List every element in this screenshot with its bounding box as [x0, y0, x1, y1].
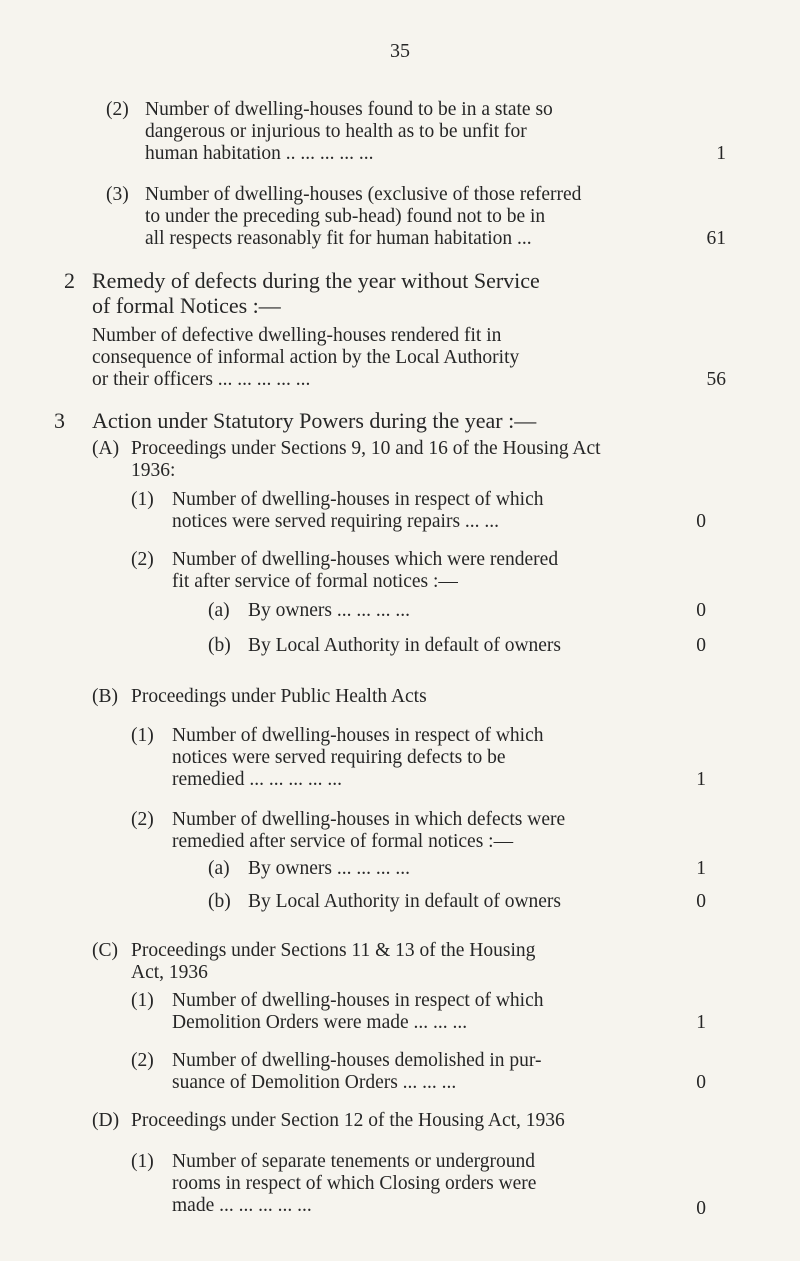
sub-item-label: (a) — [208, 600, 230, 621]
subsection-label: (C) — [92, 940, 118, 961]
s1-item2-text: Number of dwelling-houses found to be in a state so dangerous or injurious to health as to be unfit for human habitation .. ... ... ... ... — [145, 99, 553, 164]
section-heading: Action under Statutory Powers during the year :— — [92, 408, 537, 433]
b-item2a-value: 1 — [696, 858, 706, 879]
s2-value: 56 — [706, 369, 726, 390]
subsection-a-title: Proceedings under Sections 9, 10 and 16 of the Housing Act 1936: — [131, 438, 601, 481]
b-item1-value: 1 — [696, 769, 706, 790]
item-label: (2) — [131, 549, 154, 570]
s1-item3-value: 61 — [706, 228, 726, 249]
item-label: (1) — [131, 725, 154, 746]
subsection-label: (B) — [92, 686, 118, 707]
d-item1-text: Number of separate tenements or underground rooms in respect of which Closing orders were made ... ... ... ... ... — [172, 1151, 537, 1216]
section-number: 2 — [64, 268, 75, 293]
sub-item-label: (a) — [208, 858, 230, 879]
c-item2-text: Number of dwelling-houses demolished in pur- suance of Demolition Orders ... ... ... — [172, 1050, 542, 1093]
s1-item3-text: Number of dwelling-houses (exclusive of those referred to under the preceding sub-head) found not to be in all respects reasonably fit for human habitation ... — [145, 184, 582, 249]
b-item1-text: Number of dwelling-houses in respect of which notices were served requiring defects to be remedied ... ... ... ... ... — [172, 725, 544, 790]
c-item1-text: Number of dwelling-houses in respect of which Demolition Orders were made ... ... ... — [172, 990, 544, 1033]
sub-item-text: By Local Authority in default of owners — [248, 891, 562, 912]
subsection-label: (A) — [92, 438, 120, 459]
a-item1-value: 0 — [696, 511, 706, 532]
section-number: 3 — [54, 408, 65, 433]
subsection-d-title: Proceedings under Section 12 of the Housing Act, 1936 — [131, 1110, 565, 1131]
subsection-b-title: Proceedings under Public Health Acts — [131, 686, 427, 707]
item-label: (3) — [106, 184, 129, 205]
sub-item-text: By owners ... ... ... ... — [248, 600, 410, 621]
sub-item-text: By Local Authority in default of owners — [248, 635, 562, 656]
b-item2b-value: 0 — [696, 891, 706, 912]
item-label: (2) — [106, 99, 129, 120]
s1-item2-value: 1 — [716, 143, 726, 164]
item-label: (2) — [131, 809, 154, 830]
page-number: 35 — [390, 40, 410, 62]
item-label: (1) — [131, 990, 154, 1011]
a-item2a-value: 0 — [696, 600, 706, 621]
sub-item-text: By owners ... ... ... ... — [248, 858, 410, 879]
c-item2-value: 0 — [696, 1072, 706, 1093]
d-item1-value: 0 — [696, 1198, 706, 1219]
section-heading: Remedy of defects during the year without Service of formal Notices :— — [92, 268, 540, 318]
a-item2-text: Number of dwelling-houses which were rendered fit after service of formal notices :— — [172, 549, 559, 592]
s2-body: Number of defective dwelling-houses rendered fit in consequence of informal action by the Local Authority or their officers ... ... ... ... ... — [92, 325, 520, 390]
item-label: (2) — [131, 1050, 154, 1071]
b-item2-text: Number of dwelling-houses in which defects were remedied after service of formal notices :— — [172, 809, 566, 852]
item-label: (1) — [131, 489, 154, 510]
sub-item-label: (b) — [208, 891, 231, 912]
a-item2b-value: 0 — [696, 635, 706, 656]
subsection-label: (D) — [92, 1110, 120, 1131]
sub-item-label: (b) — [208, 635, 231, 656]
c-item1-value: 1 — [696, 1012, 706, 1033]
subsection-c-title: Proceedings under Sections 11 & 13 of the Housing Act, 1936 — [131, 940, 536, 983]
a-item1-text: Number of dwelling-houses in respect of which notices were served requiring repairs ... ... — [172, 489, 544, 532]
item-label: (1) — [131, 1151, 154, 1172]
